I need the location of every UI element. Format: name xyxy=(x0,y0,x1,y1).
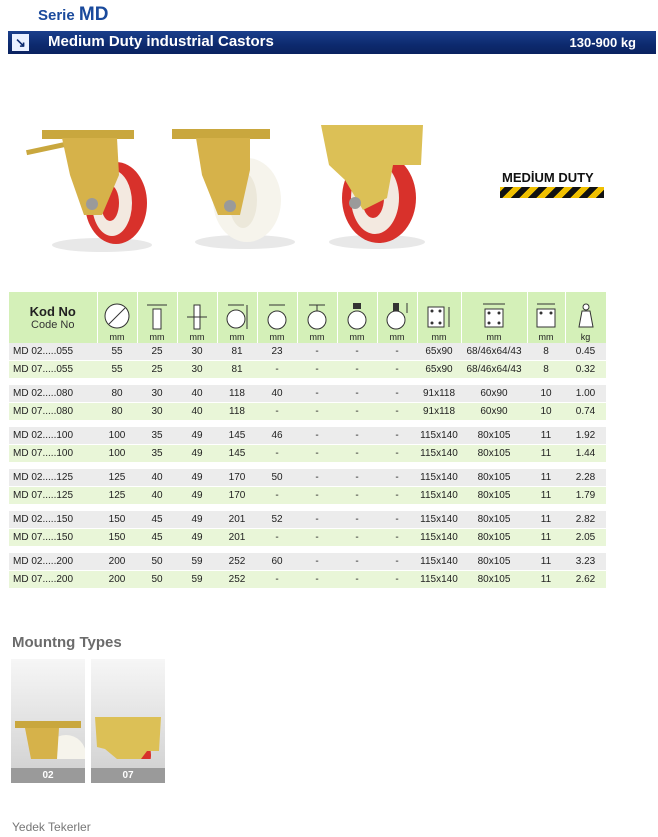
table-cell: 2.82 xyxy=(565,511,606,529)
table-cell: 115x140 xyxy=(417,469,461,487)
table-cell: 11 xyxy=(527,553,565,571)
col-bolt-height xyxy=(377,292,417,343)
arrow-down-right-icon: ↘ xyxy=(12,34,29,51)
table-cell: 145 xyxy=(217,445,257,463)
table-cell: 80x105 xyxy=(461,529,527,547)
table-cell: - xyxy=(377,361,417,379)
table-cell: - xyxy=(337,571,377,589)
table-cell: 2.62 xyxy=(565,571,606,589)
table-cell: 40 xyxy=(137,469,177,487)
table-cell: 145 xyxy=(217,427,257,445)
unit-label: mm xyxy=(189,332,205,342)
table-cell: 81 xyxy=(217,343,257,361)
table-cell: 25 xyxy=(137,361,177,379)
table-cell: 1.79 xyxy=(565,487,606,505)
mounting-02-label: 02 xyxy=(11,768,85,783)
table-cell: 252 xyxy=(217,553,257,571)
table-cell: 11 xyxy=(527,445,565,463)
table-cell: - xyxy=(297,361,337,379)
mounting-07-image xyxy=(91,659,165,759)
table-cell: 30 xyxy=(177,343,217,361)
mounting-02-image xyxy=(11,659,85,759)
table-cell: - xyxy=(337,385,377,403)
table-cell: 60x90 xyxy=(461,403,527,421)
mounting-07-label: 07 xyxy=(91,768,165,783)
caster-swivel-brake-image xyxy=(22,120,152,255)
code-cell: MD 07.....055 xyxy=(9,361,97,379)
table-cell: - xyxy=(337,487,377,505)
table-header xyxy=(9,292,606,343)
table-cell: 8 xyxy=(527,361,565,379)
table-cell: - xyxy=(377,343,417,361)
code-cell: MD 02.....080 xyxy=(9,385,97,403)
unit-label: mm xyxy=(389,332,405,342)
table-row xyxy=(9,553,606,571)
table-cell: 52 xyxy=(257,511,297,529)
table-cell: 3.23 xyxy=(565,553,606,571)
code-cell: MD 02.....100 xyxy=(9,427,97,445)
table-cell: - xyxy=(377,469,417,487)
table-cell: - xyxy=(337,469,377,487)
table-cell: 45 xyxy=(137,529,177,547)
table-row xyxy=(9,361,606,379)
table-cell: 100 xyxy=(97,445,137,463)
col-bolt-hole xyxy=(527,292,565,343)
table-cell: 49 xyxy=(177,487,217,505)
table-cell: 201 xyxy=(217,511,257,529)
bolt-height-icon xyxy=(384,301,410,331)
weight-icon xyxy=(574,301,598,331)
table-cell: 170 xyxy=(217,487,257,505)
table-cell: - xyxy=(297,553,337,571)
table-cell: - xyxy=(377,385,417,403)
table-cell: 80x105 xyxy=(461,553,527,571)
table-cell: 30 xyxy=(137,385,177,403)
table-cell: 115x140 xyxy=(417,427,461,445)
table-cell: 30 xyxy=(177,361,217,379)
col-bolt-pattern xyxy=(461,292,527,343)
col-hub-length xyxy=(177,292,217,343)
table-cell: 2.28 xyxy=(565,469,606,487)
table-cell: 60 xyxy=(257,553,297,571)
code-cell: MD 02.....200 xyxy=(9,553,97,571)
table-cell: 91x118 xyxy=(417,385,461,403)
table-cell: 11 xyxy=(527,469,565,487)
table-cell: 118 xyxy=(217,403,257,421)
mounting-type-02 xyxy=(11,659,85,783)
table-row xyxy=(9,469,606,487)
medium-duty-badge: MEDİUM DUTY xyxy=(502,170,594,185)
serie-title xyxy=(38,4,108,26)
code-cell: MD 02.....125 xyxy=(9,469,97,487)
table-cell: 68/46x64/43 xyxy=(461,343,527,361)
bolt-pattern-icon xyxy=(479,301,509,331)
table-cell: - xyxy=(297,343,337,361)
kod-no-label: Kod No xyxy=(29,304,76,319)
unit-label: mm xyxy=(149,332,165,342)
table-cell: 80 xyxy=(97,385,137,403)
table-cell: 49 xyxy=(177,529,217,547)
code-cell: MD 07.....125 xyxy=(9,487,97,505)
table-cell: 40 xyxy=(177,403,217,421)
table-cell: 150 xyxy=(97,511,137,529)
wheel-width-icon xyxy=(145,301,169,331)
table-cell: - xyxy=(297,445,337,463)
table-cell: 60x90 xyxy=(461,385,527,403)
spec-table xyxy=(9,292,607,589)
table-cell: 100 xyxy=(97,427,137,445)
table-cell: 10 xyxy=(527,403,565,421)
table-cell: - xyxy=(297,427,337,445)
table-cell: - xyxy=(297,403,337,421)
table-cell: - xyxy=(377,511,417,529)
table-cell: 80x105 xyxy=(461,445,527,463)
table-cell: 59 xyxy=(177,571,217,589)
table-cell: 59 xyxy=(177,553,217,571)
code-cell: MD 07.....150 xyxy=(9,529,97,547)
col-swivel-offset xyxy=(297,292,337,343)
table-cell: 35 xyxy=(137,427,177,445)
mounting-types-title: Mountng Types xyxy=(12,634,122,651)
table-cell: 50 xyxy=(257,469,297,487)
mounting-type-07 xyxy=(91,659,165,783)
table-cell: - xyxy=(257,529,297,547)
bolt-hole-icon xyxy=(533,301,559,331)
caster-fixed-image xyxy=(315,120,440,255)
table-row xyxy=(9,511,606,529)
title-banner xyxy=(8,31,656,54)
banner-title: Medium Duty industrial Castors xyxy=(48,33,274,50)
axle-offset-icon xyxy=(344,301,370,331)
table-cell: - xyxy=(377,553,417,571)
table-cell: - xyxy=(377,403,417,421)
table-cell: - xyxy=(297,511,337,529)
table-cell: 1.92 xyxy=(565,427,606,445)
table-row xyxy=(9,529,606,547)
table-cell: 0.74 xyxy=(565,403,606,421)
col-wheel-diameter xyxy=(97,292,137,343)
table-cell: - xyxy=(337,403,377,421)
overall-height-icon xyxy=(224,301,250,331)
table-cell: 2.05 xyxy=(565,529,606,547)
code-cell: MD 02.....150 xyxy=(9,511,97,529)
table-cell: 150 xyxy=(97,529,137,547)
unit-label: mm xyxy=(538,332,554,342)
table-cell: 35 xyxy=(137,445,177,463)
table-cell: 45 xyxy=(137,511,177,529)
table-cell: - xyxy=(297,385,337,403)
spec-table-body xyxy=(9,343,606,589)
col-axle-offset xyxy=(337,292,377,343)
unit-label: mm xyxy=(229,332,245,342)
table-row xyxy=(9,343,606,361)
table-cell: - xyxy=(337,427,377,445)
table-cell: 40 xyxy=(137,487,177,505)
table-cell: 65x90 xyxy=(417,343,461,361)
table-cell: 115x140 xyxy=(417,511,461,529)
table-cell: - xyxy=(377,445,417,463)
table-cell: - xyxy=(257,487,297,505)
table-cell: - xyxy=(337,343,377,361)
table-cell: - xyxy=(297,571,337,589)
table-cell: - xyxy=(337,529,377,547)
table-cell: 170 xyxy=(217,469,257,487)
table-cell: 11 xyxy=(527,571,565,589)
serie-prefix: Serie xyxy=(38,7,75,24)
table-cell: 68/46x64/43 xyxy=(461,361,527,379)
table-cell: - xyxy=(297,469,337,487)
table-cell: 23 xyxy=(257,343,297,361)
col-top-plate xyxy=(417,292,461,343)
hub-length-icon xyxy=(185,301,209,331)
table-cell: - xyxy=(337,511,377,529)
table-cell: 80x105 xyxy=(461,469,527,487)
col-overall-height xyxy=(217,292,257,343)
table-cell: - xyxy=(257,403,297,421)
code-cell: MD 07.....080 xyxy=(9,403,97,421)
unit-label: mm xyxy=(109,332,125,342)
table-cell: 118 xyxy=(217,385,257,403)
table-cell: 25 xyxy=(137,343,177,361)
table-cell: 49 xyxy=(177,511,217,529)
table-cell: 49 xyxy=(177,445,217,463)
table-cell: - xyxy=(257,445,297,463)
table-cell: 55 xyxy=(97,361,137,379)
table-row xyxy=(9,403,606,421)
col-offset xyxy=(257,292,297,343)
table-cell: 49 xyxy=(177,469,217,487)
table-cell: 80x105 xyxy=(461,511,527,529)
table-cell: 1.00 xyxy=(565,385,606,403)
code-cell: MD 07.....200 xyxy=(9,571,97,589)
top-plate-icon xyxy=(424,301,454,331)
table-cell: - xyxy=(257,571,297,589)
table-cell: 80x105 xyxy=(461,487,527,505)
footer-text: Yedek Tekerler xyxy=(12,820,91,834)
table-cell: - xyxy=(377,529,417,547)
table-cell: 30 xyxy=(137,403,177,421)
unit-label: kg xyxy=(580,332,591,342)
caster-swivel-image xyxy=(170,120,300,255)
table-cell: 55 xyxy=(97,343,137,361)
table-cell: - xyxy=(377,571,417,589)
table-cell: 11 xyxy=(527,427,565,445)
table-cell: 115x140 xyxy=(417,445,461,463)
serie-code: MD xyxy=(78,4,109,25)
table-cell: - xyxy=(297,487,337,505)
table-cell: 91x118 xyxy=(417,403,461,421)
table-cell: 115x140 xyxy=(417,571,461,589)
table-cell: 115x140 xyxy=(417,487,461,505)
offset-icon xyxy=(264,301,290,331)
table-cell: 49 xyxy=(177,427,217,445)
table-row xyxy=(9,487,606,505)
table-cell: 40 xyxy=(177,385,217,403)
table-cell: 50 xyxy=(137,571,177,589)
hazard-stripe xyxy=(500,187,604,198)
table-cell: 115x140 xyxy=(417,553,461,571)
table-cell: 11 xyxy=(527,529,565,547)
unit-label: mm xyxy=(349,332,365,342)
table-cell: - xyxy=(337,361,377,379)
table-cell: 252 xyxy=(217,571,257,589)
table-row xyxy=(9,445,606,463)
code-no-label: Code No xyxy=(31,319,75,331)
table-cell: 65x90 xyxy=(417,361,461,379)
unit-label: mm xyxy=(431,332,447,342)
unit-label: mm xyxy=(269,332,285,342)
table-row xyxy=(9,427,606,445)
table-cell: 125 xyxy=(97,487,137,505)
table-cell: 46 xyxy=(257,427,297,445)
unit-label: mm xyxy=(309,332,325,342)
table-cell: 201 xyxy=(217,529,257,547)
table-cell: 40 xyxy=(257,385,297,403)
code-header xyxy=(9,292,97,343)
table-cell: 81 xyxy=(217,361,257,379)
table-cell: 11 xyxy=(527,511,565,529)
table-row xyxy=(9,385,606,403)
table-cell: 115x140 xyxy=(417,529,461,547)
swivel-offset-icon xyxy=(304,301,330,331)
col-weight xyxy=(565,292,606,343)
table-cell: - xyxy=(337,445,377,463)
unit-label: mm xyxy=(486,332,502,342)
table-cell: 0.32 xyxy=(565,361,606,379)
load-range: 130-900 kg xyxy=(569,35,636,50)
table-cell: 1.44 xyxy=(565,445,606,463)
table-cell: 200 xyxy=(97,553,137,571)
table-cell: 11 xyxy=(527,487,565,505)
col-wheel-width xyxy=(137,292,177,343)
table-cell: 80 xyxy=(97,403,137,421)
wheel-diameter-icon xyxy=(102,301,132,331)
table-cell: - xyxy=(337,553,377,571)
table-cell: - xyxy=(297,529,337,547)
table-cell: 80x105 xyxy=(461,427,527,445)
table-cell: 50 xyxy=(137,553,177,571)
code-cell: MD 02.....055 xyxy=(9,343,97,361)
code-cell: MD 07.....100 xyxy=(9,445,97,463)
table-cell: 125 xyxy=(97,469,137,487)
table-cell: 80x105 xyxy=(461,571,527,589)
table-cell: 0.45 xyxy=(565,343,606,361)
table-cell: - xyxy=(377,427,417,445)
table-cell: - xyxy=(257,361,297,379)
table-cell: 10 xyxy=(527,385,565,403)
table-cell: - xyxy=(377,487,417,505)
table-row xyxy=(9,571,606,589)
table-cell: 8 xyxy=(527,343,565,361)
table-cell: 200 xyxy=(97,571,137,589)
